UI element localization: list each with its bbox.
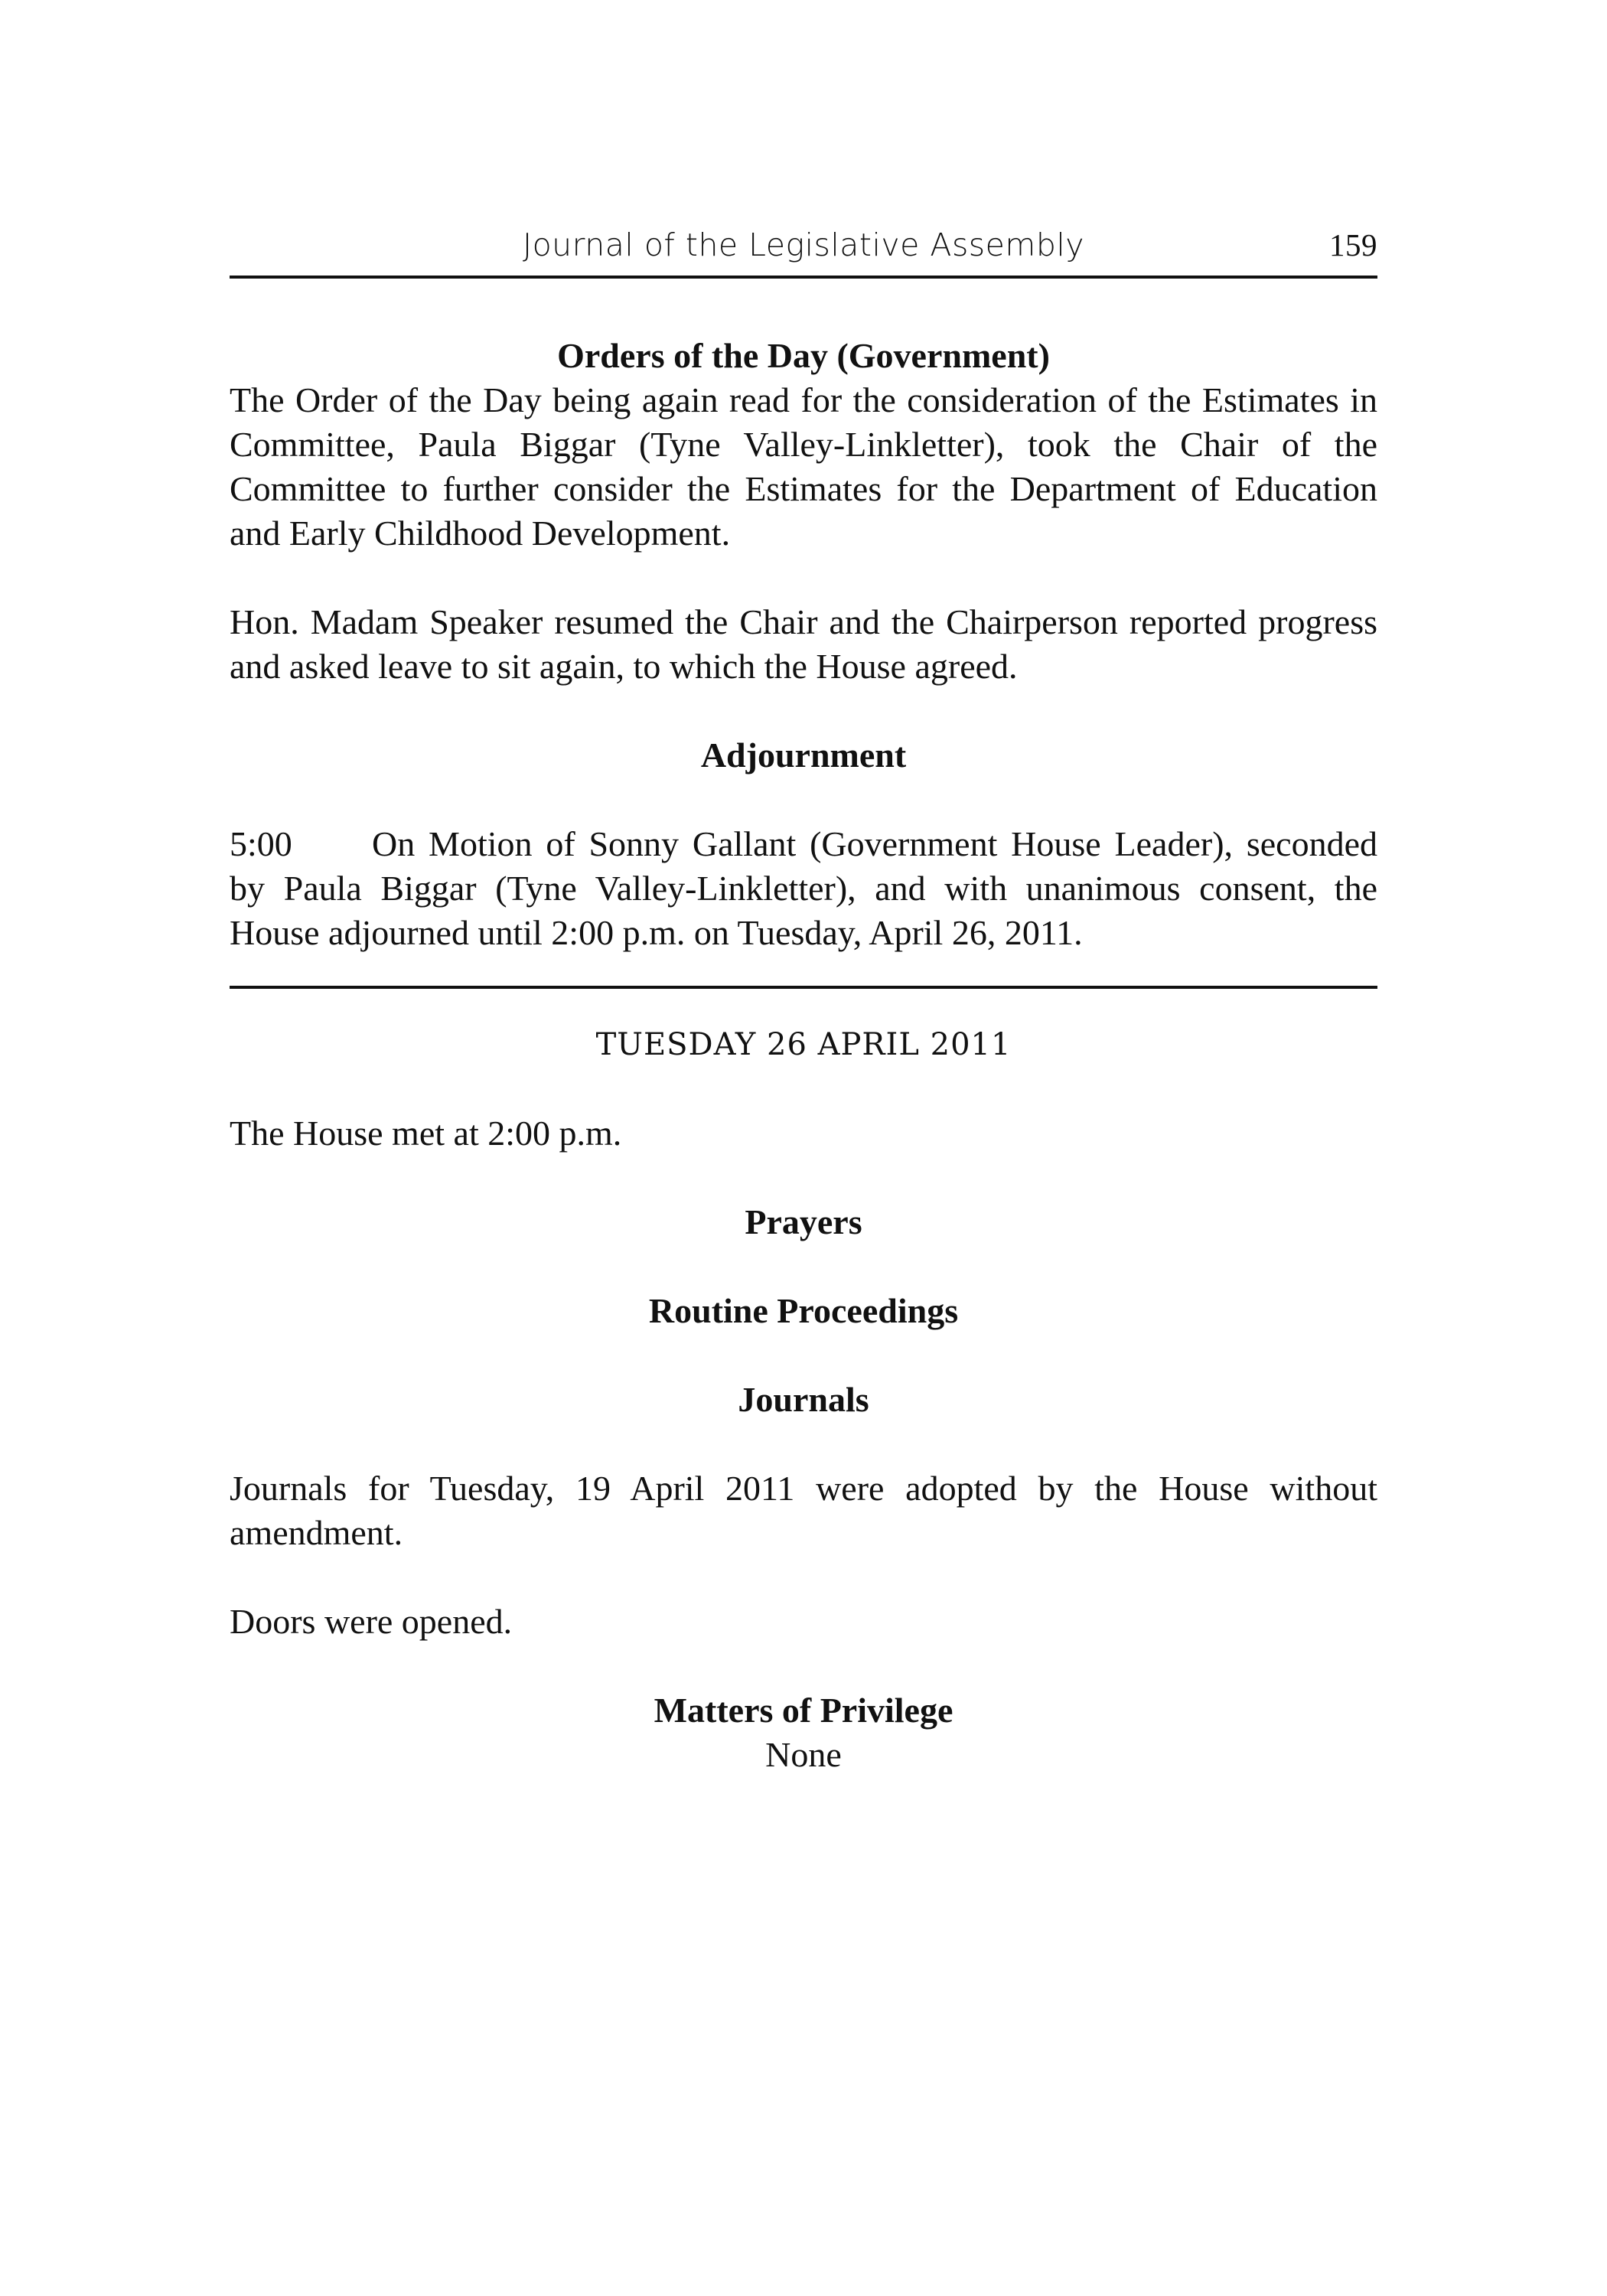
adjournment-paragraph: [230, 822, 1377, 955]
adjournment-text: On Motion of Sonny Gallant (Government House Leader), seconded by Paula Biggar (Tyne Valley-Linkletter), and with unanimous consent, the House adjourned until 2:00 p.m. on Tuesday, April 26, 2011.: [230, 824, 1377, 952]
journals-heading: Journals: [738, 1380, 869, 1419]
routine-proceedings-heading: Routine Proceedings: [648, 1291, 959, 1330]
adjournment-time: 5:00: [230, 824, 292, 863]
adjournment-heading: Adjournment: [700, 735, 907, 775]
journal-page: [230, 214, 1377, 1777]
prayers-heading: Prayers: [745, 1202, 862, 1241]
page-number: 159: [1329, 227, 1377, 263]
journal-title: Journal of the Legislative Assembly: [522, 227, 1085, 263]
sitting-date-heading: TUESDAY 26 APRIL 2011: [595, 1027, 1012, 1062]
speaker-resumed-paragraph: Hon. Madam Speaker resumed the Chair and the Chairperson reported progress and asked leave to sit again, to which the House agreed.: [230, 602, 1377, 686]
house-met-text: The House met at 2:00 p.m.: [230, 1114, 622, 1153]
orders-of-the-day-heading: Orders of the Day (Government): [557, 336, 1050, 375]
journals-paragraph: Journals for Tuesday, 19 April 2011 were adopted by the House without amendment.: [230, 1469, 1377, 1552]
running-header: [230, 214, 1377, 279]
doors-opened-text: Doors were opened.: [230, 1602, 513, 1641]
matters-of-privilege-heading: Matters of Privilege: [654, 1691, 953, 1730]
orders-paragraph: The Order of the Day being again read for the consideration of the Estimates in Committee, Paula Biggar (Tyne Valley-Linkletter), took the Chair of the Committee to further consider the Estimates for the Department of Education and Early Childhood Development.: [230, 380, 1377, 553]
privilege-none-text: None: [765, 1735, 842, 1774]
